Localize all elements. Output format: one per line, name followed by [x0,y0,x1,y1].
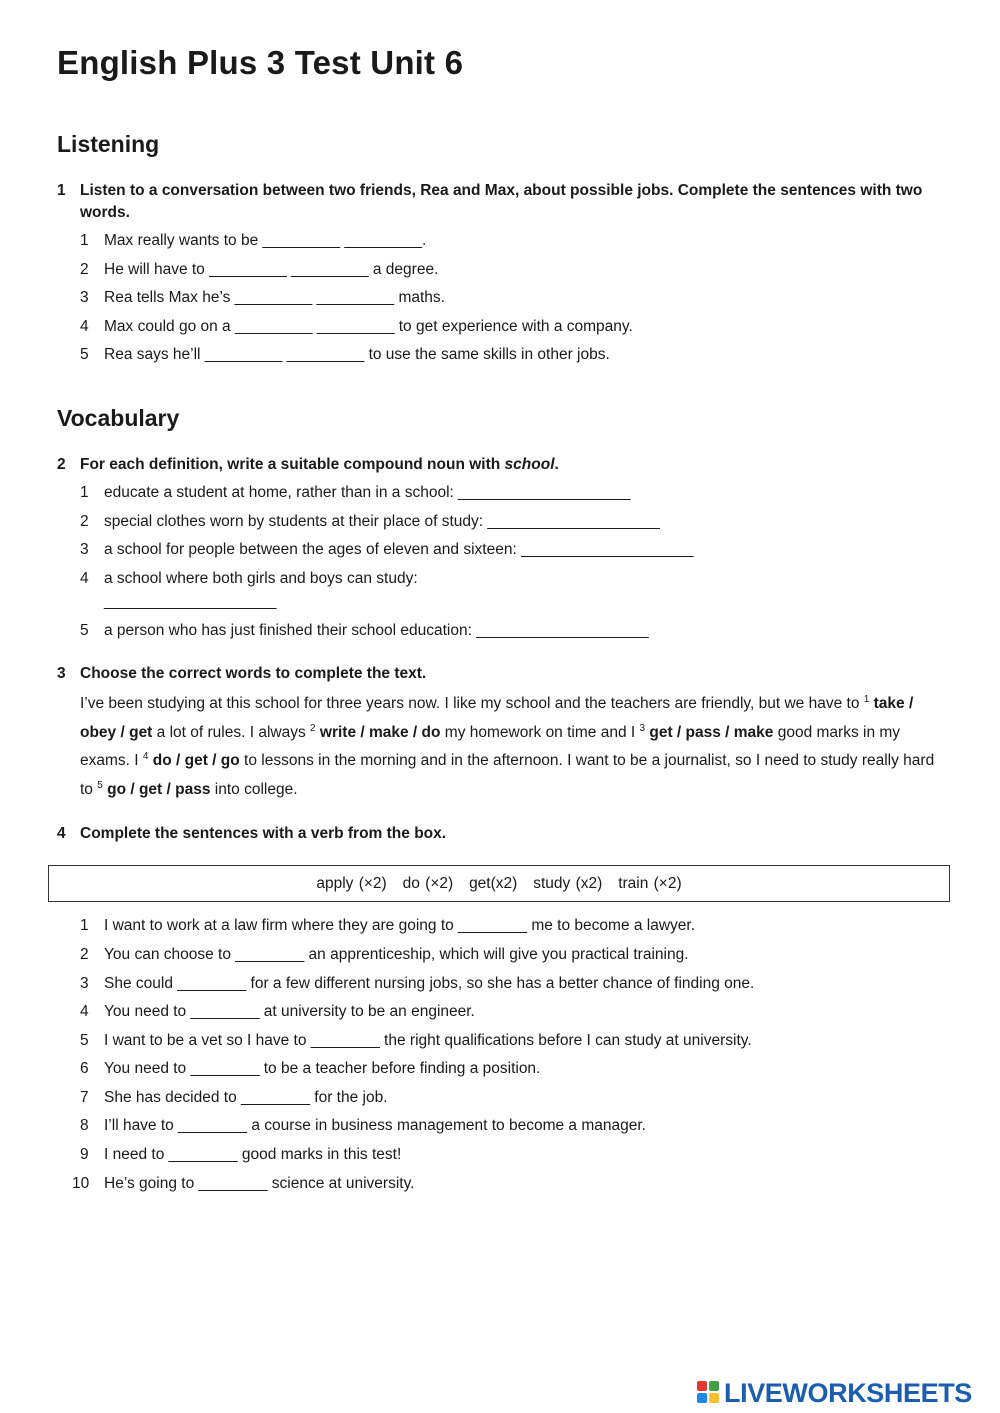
item-text: He will have to _________ _________ a degree. [104,261,439,278]
item-number: 4 [80,1003,89,1020]
question-3-instruction [57,663,937,685]
question-2-instruction [57,454,937,476]
word-box [48,865,950,902]
passage-text: good marks in my exams. I [80,723,901,770]
list-item [80,1143,401,1166]
item-text: Rea tells Max he’s _________ _________ maths. [104,289,445,306]
instruction-suffix: . [554,456,559,473]
item-number: 2 [80,946,89,963]
list-item [80,343,610,366]
vocabulary-heading: Vocabulary [57,405,180,431]
gap-number: 4 [142,751,149,763]
item-number: 2 [80,513,89,530]
listening-heading: Listening [57,131,160,157]
list-item [80,1000,475,1023]
list-item [80,1086,388,1109]
logo-grid-icon [697,1381,721,1405]
question-number: 4 [57,825,66,842]
list-item [80,619,649,642]
word-box-text: apply (×2) do (×2) get(x2) study (x2) train (×2) [316,874,682,892]
item-text: You need to ________ to be a teacher before finding a position. [104,1060,541,1077]
question-1-instruction [57,180,937,224]
question-3-passage [80,690,950,805]
gap-number: 1 [863,694,870,705]
item-number: 6 [80,1060,89,1077]
item-number: 3 [80,541,89,558]
item-number: 5 [80,1032,89,1049]
question-4-instruction [57,823,937,845]
item-text: You need to ________ at university to be an engineer. [104,1003,475,1020]
gap-number: 5 [97,780,103,792]
item-number: 2 [80,261,89,278]
list-item [80,1057,540,1080]
item-text: special clothes worn by students at their place of study: ____________________ [104,513,660,530]
item-number: 10 [72,1175,90,1192]
item-number: 5 [80,622,89,639]
instruction-text: Complete the sentences with a verb from the box. [80,825,447,842]
question-number: 3 [57,665,66,682]
gap-number: 3 [639,722,646,734]
instruction-prefix: For each definition, write a suitable compound noun with [80,456,505,473]
item-number: 4 [80,570,89,587]
list-item [80,943,689,966]
item-text: She has decided to ________ for the job. [104,1089,388,1106]
item-text: He’s going to ________ science at university. [104,1175,415,1192]
list-item [80,229,426,252]
item-text: Max could go on a _________ _________ to get experience with a company. [104,318,633,335]
item-number: 1 [80,917,89,934]
passage-text: into college. [210,781,298,799]
gap-number: 2 [310,722,316,734]
item-text: She could ________ for a few different nursing jobs, so she has a better chance of finding one. [104,975,755,992]
item-number: 8 [80,1117,89,1134]
passage-text: a lot of rules. I always [152,723,311,741]
list-item [80,481,631,504]
word-choice[interactable]: write / make / do [315,723,441,741]
item-text: I want to work at a law firm where they are going to ________ me to become a lawyer. [104,917,696,934]
item-text: I’ll have to ________ a course in business management to become a manager. [104,1117,646,1134]
item-number: 3 [80,975,89,992]
list-item [80,1029,752,1052]
instruction-text: Choose the correct words to complete the text. [80,665,427,682]
item-text: a school for people between the ages of eleven and sixteen: ____________________ [104,541,694,558]
item-text: Max really wants to be _________ _________. [104,232,427,249]
instruction-keyword: school [504,456,555,473]
logo-text: LIVEWORKSHEETS [724,1377,972,1408]
item-text: a school where both girls and boys can study: ____________________ [104,570,418,610]
list-item [80,258,438,281]
list-item [80,972,754,995]
liveworksheets-logo [697,1377,972,1409]
instruction-text [80,454,937,476]
item-number: 7 [80,1089,89,1106]
question-number: 1 [57,182,66,199]
item-text: I need to ________ good marks in this test! [104,1146,402,1163]
passage-text: to lessons in the morning and in the afternoon. I want to be a journalist, so I need to study really hard to [80,752,935,799]
list-item [80,286,445,309]
item-text: a person who has just finished their school education: ____________________ [104,622,649,639]
item-number: 1 [80,232,89,249]
word-choice[interactable]: go / get / pass [102,781,211,799]
word-choice[interactable]: take / obey / get [80,695,914,741]
item-number: 3 [80,289,89,306]
list-item [80,315,633,338]
list-item [80,538,693,561]
passage-text: my homework on time and I [440,723,640,741]
page-title: English Plus 3 Test Unit 6 [57,44,464,81]
item-text: Rea says he’ll _________ _________ to use the same skills in other jobs. [104,346,610,363]
question-number: 2 [57,456,66,473]
item-number: 4 [80,318,89,335]
item-text: I want to be a vet so I have to ________ the right qualifications before I can study at university. [104,1032,752,1049]
word-choice[interactable]: get / pass / make [645,723,774,741]
item-number: 5 [80,346,89,363]
list-item [80,510,660,533]
list-item [72,1172,415,1195]
list-item [80,1114,646,1137]
passage-text: I’ve been studying at this school for three years now. I like my school and the teachers are friendly, but we have to [80,695,864,712]
item-text: educate a student at home, rather than in a school: ____________________ [104,484,631,501]
word-choice[interactable]: do / get / go [148,752,240,770]
item-number: 9 [80,1146,89,1163]
list-item [80,567,420,613]
list-item [80,914,695,937]
item-text: You can choose to ________ an apprenticeship, which will give you practical training. [104,946,689,963]
item-number: 1 [80,484,89,501]
instruction-text: Listen to a conversation between two friends, Rea and Max, about possible jobs. Complete the sentences with two words. [80,182,923,221]
